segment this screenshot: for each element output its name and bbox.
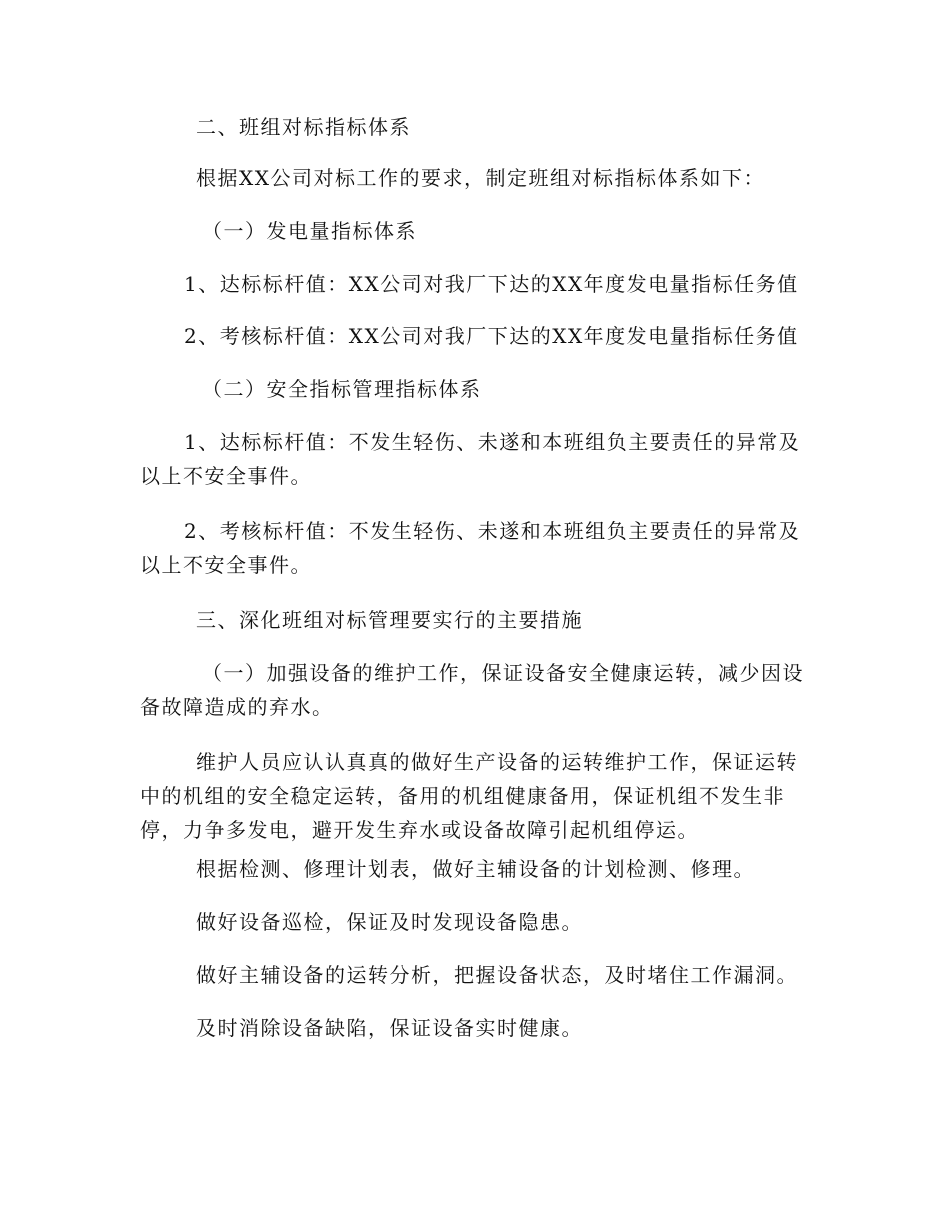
list-item-power-assessment: 2、考核标杆值：XX公司对我厂下达的XX年度发电量指标任务值	[184, 324, 799, 348]
paragraph-inspection-plan: 根据检测、修理计划表，做好主辅设备的计划检测、修理。	[196, 857, 755, 881]
list-item-safety-assessment: 2、考核标杆值：不发生轻伤、未遂和本班组负主要责任的异常及以上不安全事件。	[140, 519, 801, 577]
subheading-safety: （二）安全指标管理指标体系	[202, 377, 482, 401]
subheading-power-generation: （一）发电量指标体系	[202, 219, 417, 243]
section-heading-2: 二、班组对标指标体系	[196, 115, 411, 139]
paragraph-intro: 根据XX公司对标工作的要求，制定班组对标指标体系如下：	[196, 166, 765, 190]
paragraph-patrol: 做好设备巡检，保证及时发现设备隐患。	[196, 910, 583, 934]
paragraph-defects: 及时消除设备缺陷，保证设备实时健康。	[196, 1016, 583, 1040]
subheading-maintenance: （一）加强设备的维护工作，保证设备安全健康运转，减少因设备故障造成的弃水。	[140, 661, 804, 719]
list-item-power-target: 1、达标标杆值：XX公司对我厂下达的XX年度发电量指标任务值	[184, 272, 799, 296]
paragraph-analysis: 做好主辅设备的运转分析，把握设备状态，及时堵住工作漏洞。	[196, 963, 798, 987]
section-heading-3: 三、深化班组对标管理要实行的主要措施	[196, 608, 583, 632]
list-item-safety-target: 1、达标标杆值：不发生轻伤、未遂和本班组负主要责任的异常及以上不安全事件。	[140, 430, 801, 488]
paragraph-maintenance-details: 维护人员应认认真真的做好生产设备的运转维护工作，保证运转中的机组的安全稳定运转，备用的机组健康备用，保证机组不发生非停，力争多发电，避开发生弃水或设备故障引起机组停运。	[140, 750, 798, 842]
